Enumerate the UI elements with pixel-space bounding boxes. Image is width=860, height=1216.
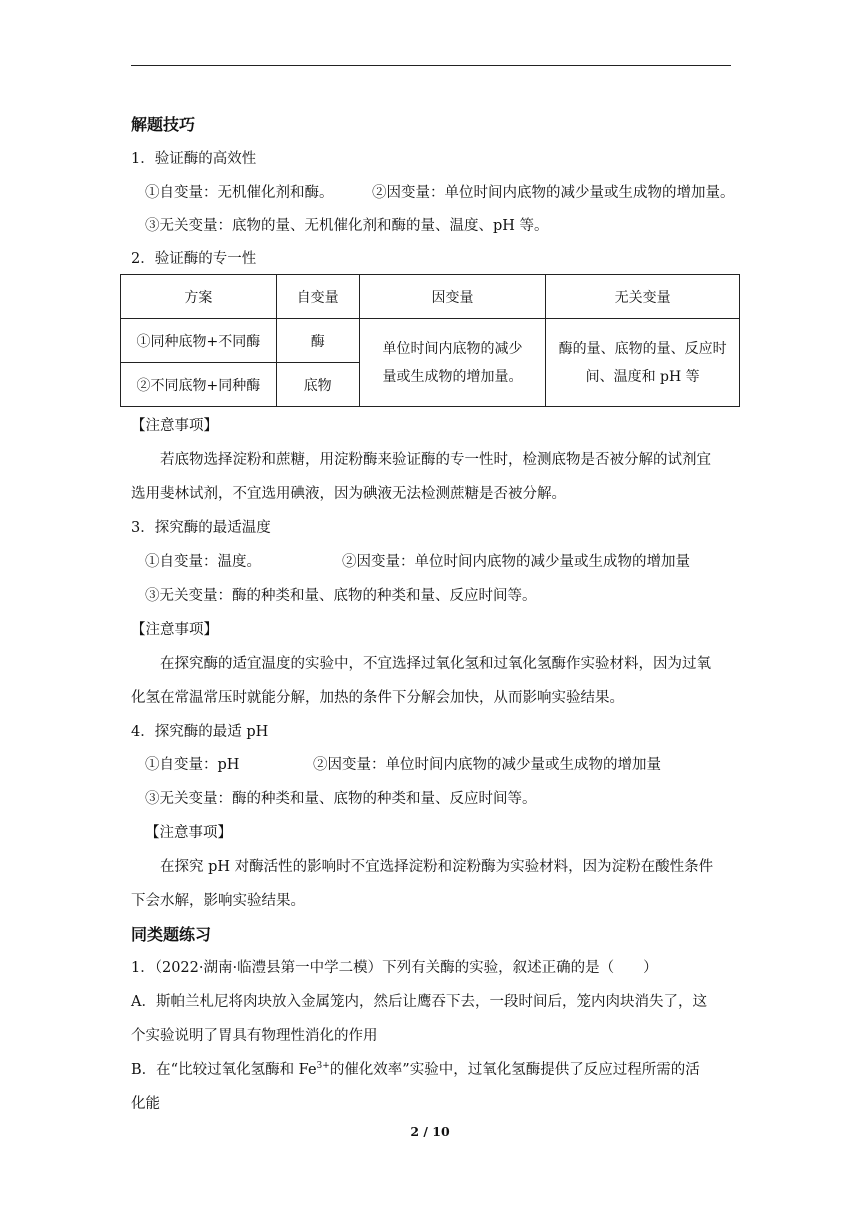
section-title-tips: 解题技巧 bbox=[131, 115, 196, 134]
note-2-line: 化氢在常温常压时就能分解，加热的条件下分解会加快，从而影响实验结果。 bbox=[131, 690, 624, 706]
s4-dependent-var: ②因变量：单位时间内底物的减少量或生成物的增加量 bbox=[313, 757, 661, 773]
s4-control-var: ③无关变量：酶的种类和量、底物的种类和量、反应时间等。 bbox=[145, 791, 537, 807]
option-b-line: 化能 bbox=[131, 1096, 160, 1112]
option-a-line: 个实验说明了胃具有物理性消化的作用 bbox=[131, 1028, 378, 1044]
table-cell-iv: 酶 bbox=[276, 319, 359, 363]
s1-control-var: ③无关变量：底物的量、无机催化剂和酶的量、温度、pH 等。 bbox=[145, 218, 549, 234]
note-1-line: 选用斐林试剂，不宜选用碘液，因为碘液无法检测蔗糖是否被分解。 bbox=[131, 486, 566, 502]
s4-independent-var: ①自变量：pH bbox=[145, 757, 240, 773]
note-2-line: 在探究酶的适宜温度的实验中，不宜选择过氧化氢和过氧化氢酶作实验材料，因为过氧 bbox=[160, 656, 711, 672]
s3-control-var: ③无关变量：酶的种类和量、底物的种类和量、反应时间等。 bbox=[145, 588, 537, 604]
page-number: 2 / 10 bbox=[410, 1124, 450, 1139]
note-3-line: 在探究 pH 对酶活性的影响时不宜选择淀粉和淀粉酶为实验材料，因为淀粉在酸性条件 bbox=[160, 859, 714, 875]
table-cell-dv bbox=[359, 319, 546, 407]
table-cell-cv bbox=[546, 319, 740, 407]
table-header-cell: 无关变量 bbox=[546, 275, 740, 319]
s3-dependent-var: ②因变量：单位时间内底物的减少量或生成物的增加量 bbox=[342, 554, 690, 570]
table-cell-plan: ①同种底物+不同酶 bbox=[121, 319, 277, 363]
table-header-cell: 自变量 bbox=[276, 275, 359, 319]
note-title-2: 【注意事项】 bbox=[131, 622, 218, 638]
option-b-pre: B．在“比较过氧化氢酶和 Fe bbox=[131, 1062, 317, 1078]
s1-independent-var: ①自变量：无机催化剂和酶。 bbox=[145, 185, 334, 201]
cv-line: 酶的量、底物的量、反应时 bbox=[558, 340, 727, 357]
note-title-1: 【注意事项】 bbox=[131, 418, 218, 434]
option-b-line bbox=[131, 1058, 700, 1079]
section-title-practice: 同类题练习 bbox=[131, 925, 212, 944]
table-header-cell: 因变量 bbox=[359, 275, 546, 319]
specificity-table bbox=[120, 274, 740, 407]
table-row bbox=[121, 319, 740, 363]
cv-line: 间、温度和 pH 等 bbox=[585, 368, 700, 385]
note-1-line: 若底物选择淀粉和蔗糖，用淀粉酶来验证酶的专一性时，检测底物是否被分解的试剂宜 bbox=[160, 452, 711, 468]
option-b-post: 的催化效率”实验中，过氧化氢酶提供了反应过程所需的活 bbox=[329, 1062, 700, 1078]
note-3-line: 下会水解，影响实验结果。 bbox=[131, 893, 305, 909]
table-header-cell: 方案 bbox=[121, 275, 277, 319]
heading-2: 2．验证酶的专一性 bbox=[131, 251, 257, 267]
table-cell-plan: ②不同底物+同种酶 bbox=[121, 363, 277, 407]
table-header-row bbox=[121, 275, 740, 319]
header-rule bbox=[131, 65, 731, 66]
option-b-superscript: 3+ bbox=[316, 1061, 330, 1072]
heading-1: 1．验证酶的高效性 bbox=[131, 151, 257, 167]
option-a-line: A．斯帕兰札尼将肉块放入金属笼内，然后让鹰吞下去，一段时间后，笼内肉块消失了，这 bbox=[131, 994, 707, 1010]
heading-3: 3．探究酶的最适温度 bbox=[131, 520, 271, 536]
dv-line: 单位时间内底物的减少 bbox=[382, 340, 523, 357]
dv-line: 量或生成物的增加量。 bbox=[382, 368, 523, 385]
heading-4: 4．探究酶的最适 pH bbox=[131, 724, 269, 740]
note-title-3: 【注意事项】 bbox=[145, 825, 232, 841]
s1-dependent-var: ②因变量：单位时间内底物的减少量或生成物的增加量。 bbox=[372, 185, 735, 201]
s3-independent-var: ①自变量：温度。 bbox=[145, 554, 261, 570]
table-cell-iv: 底物 bbox=[276, 363, 359, 407]
question-1: 1．（2022·湖南·临澧县第一中学二模）下列有关酶的实验，叙述正确的是（ ） bbox=[131, 960, 658, 976]
